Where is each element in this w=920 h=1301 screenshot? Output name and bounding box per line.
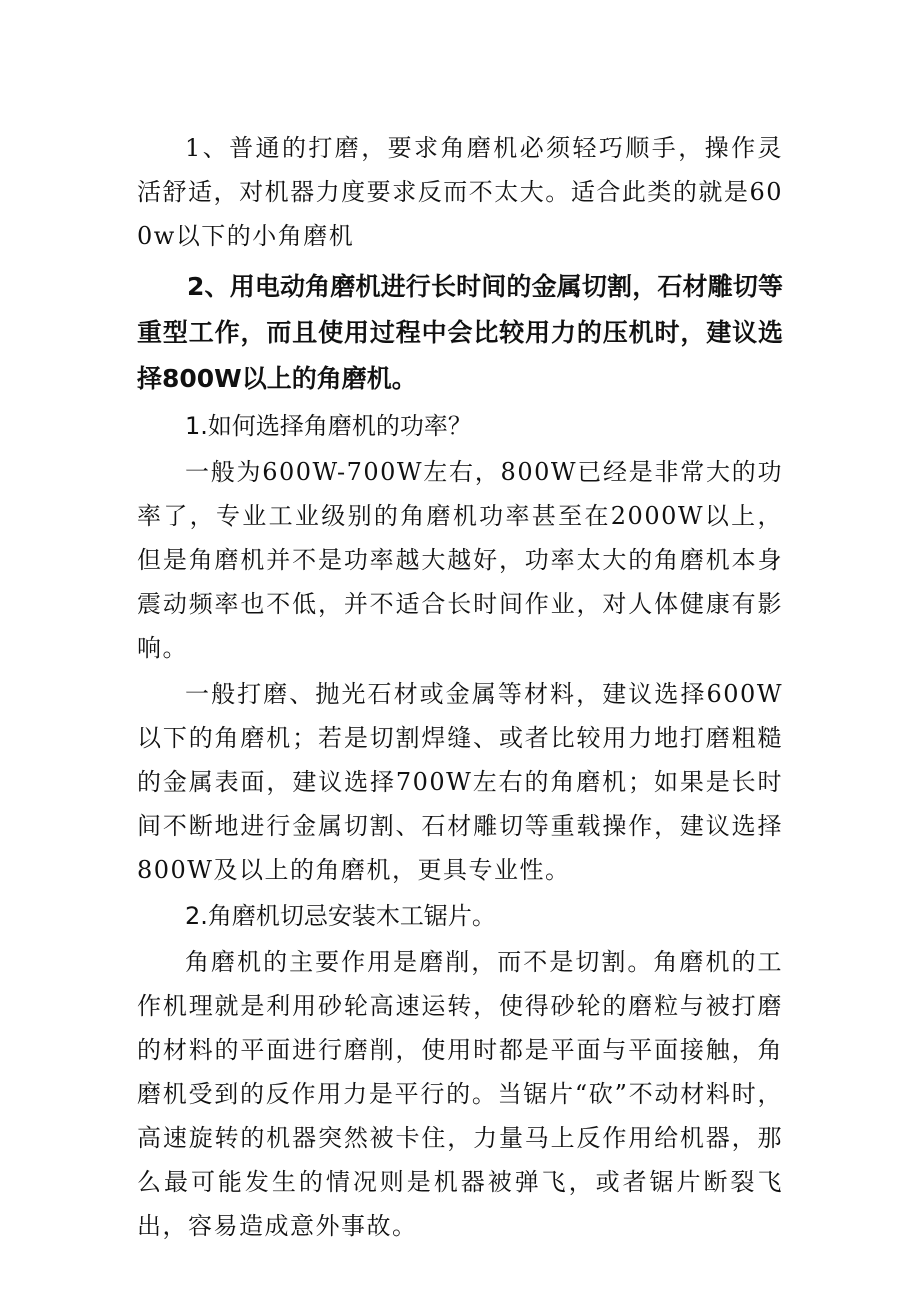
- paragraph-heavy-cutting: 2、用电动角磨机进行长时间的金属切割，石材雕切等重型工作，而且使用过程中会比较用力的压机时，建议选择800W以上的角磨机。: [137, 272, 783, 393]
- heading-no-wood-saw-blade: 2.角磨机切忌安装木工锯片。: [185, 902, 496, 930]
- heading-choose-power: 1.如何选择角磨机的功率？: [185, 412, 472, 440]
- paragraph-power-recommendation: 一般打磨、抛光石材或金属等材料，建议选择600W以下的角磨机；若是切割焊缝、或者比较用力地打磨粗糙的金属表面，建议选择700W左右的角磨机；如果是长时间不断地进行金属切割、石材雕切等重载操作，建议选择800W及以上的角磨机，更具专业性。: [137, 680, 783, 884]
- paragraph-light-grinding: 1、普通的打磨，要求角磨机必须轻巧顺手，操作灵活舒适，对机器力度要求反而不太大。适合此类的就是600w以下的小角磨机: [137, 134, 783, 250]
- paragraph-grinding-mechanism: 角磨机的主要作用是磨削，而不是切割。角磨机的工作机理就是利用砂轮高速运转，使得砂轮的磨粒与被打磨的材料的平面进行磨削，使用时都是平面与平面接触，角磨机受到的反作用力是平行的。当锯片“砍”不动材料时，高速旋转的机器突然被卡住，力量马上反作用给机器，那么最可能发生的情况则是机器被弹飞，或者锯片断裂飞出，容易造成意外事故。: [137, 948, 783, 1240]
- paragraph-power-range: 一般为600W-700W左右，800W已经是非常大的功率了，专业工业级别的角磨机功率甚至在2000W以上，但是角磨机并不是功率越大越好，功率太大的角磨机本身震动频率也不低，并不适合长时间作业，对人体健康有影响。: [137, 458, 783, 662]
